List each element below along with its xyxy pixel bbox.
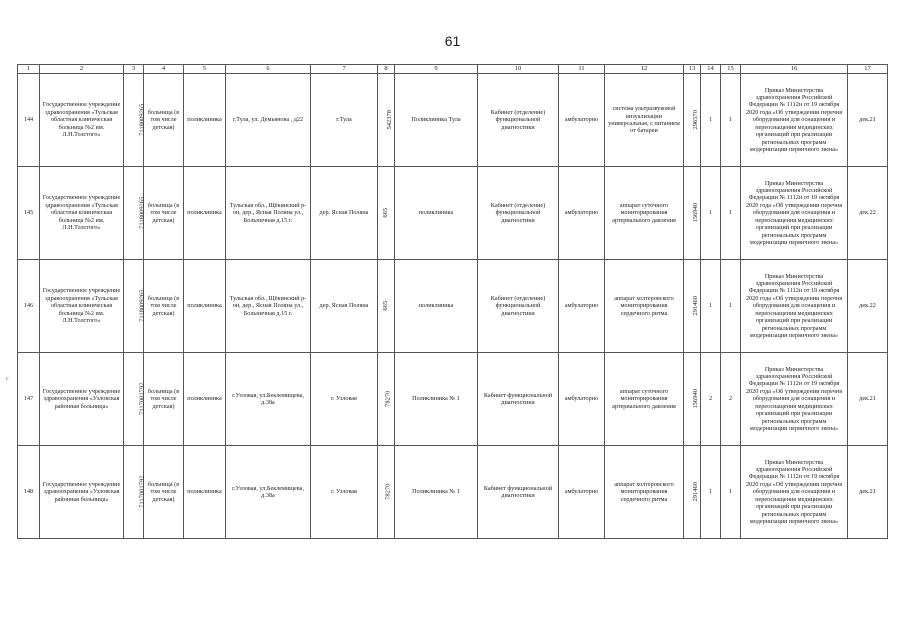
locality-cell: дер. Ясная Поляна (311, 260, 378, 353)
equipment-name-cell: аппарат холтеровского мониторирования сердечного ритма (605, 446, 684, 539)
row-number-cell: 145 (18, 167, 40, 260)
equipment-name-cell: аппарат холтеровского мониторирования сердечного ритма (605, 260, 684, 353)
organization-name-cell: Государственное учреждение здравоохранения «Тульская областная клиническая больница №2 им. Л.Н.Толстого» (40, 167, 124, 260)
unit-type-cell: поликлиника (184, 260, 226, 353)
col-num: 3 (124, 65, 144, 74)
address-cell: г.Узловая, ул.Беклемищева, д.38а (226, 353, 311, 446)
row-number-cell: 148 (18, 446, 40, 539)
care-form-cell: амбулаторно (559, 446, 605, 539)
equipment-code-cell (684, 446, 701, 539)
quantity-total-cell: 1 (721, 446, 741, 539)
oktmo-code-cell (378, 74, 395, 167)
legal-basis-cell: Приказ Министерства здравоохранения Российской Федерации № 1112н от 19 октября 2020 года «Об утверждении перечня оборудования для оснащения и переоснащения медицинских организаций при реализации региональных программ модернизации первичного звена» (741, 446, 848, 539)
quantity-total-cell: 1 (721, 167, 741, 260)
equipment-code-cell (684, 74, 701, 167)
care-form-cell: амбулаторно (559, 260, 605, 353)
row-number-cell: 147 (18, 353, 40, 446)
equipment-code: 156940 (692, 203, 700, 223)
quantity-planned-cell: 1 (701, 446, 721, 539)
address-cell: г.Узловая, ул.Беклемищева, д.38а (226, 446, 311, 539)
col-num: 5 (184, 65, 226, 74)
organization-name-cell: Государственное учреждение здравоохранения «Тульская областная клиническая больница №2 им. Л.Н.Толстого» (40, 74, 124, 167)
oktmo-code: 78270 (384, 390, 392, 408)
deadline-cell: дек.21 (848, 446, 888, 539)
facility-type-cell: больница (в том числе детская) (144, 260, 184, 353)
department-cell: Кабинет (отделение) функциональной диагностики (478, 74, 559, 167)
equipment-code: 291460 (692, 296, 700, 316)
org-code: 7118009265 (138, 289, 146, 323)
locality-cell: дер. Ясная Поляна (311, 167, 378, 260)
legal-basis-cell: Приказ Министерства здравоохранения Российской Федерации № 1112н от 19 октября 2020 года «Об утверждении перечня оборудования для оснащения и переоснащения медицинских организаций при реализации региональных программ модернизации первичного звена» (741, 167, 848, 260)
org-code-cell (124, 74, 144, 167)
unit-type-cell: поликлиника (184, 167, 226, 260)
col-num: 9 (395, 65, 478, 74)
quantity-planned-cell: 1 (701, 74, 721, 167)
table-row (18, 74, 888, 167)
equipment-name-cell: аппарат суточного мониторирования артериального давления (605, 167, 684, 260)
org-code: 7118009265 (138, 103, 146, 137)
subdivision-cell: Поликлиника № 1 (395, 353, 478, 446)
table-row (18, 446, 888, 539)
legal-basis-cell: Приказ Министерства здравоохранения Российской Федерации № 1112н от 19 октября 2020 года «Об утверждении перечня оборудования для оснащения и переоснащения медицинских организаций при реализации региональных программ модернизации первичного звена» (741, 260, 848, 353)
oktmo-code-cell (378, 446, 395, 539)
locality-cell: г.Тула (311, 74, 378, 167)
department-cell: Кабинет (отделение) функциональной диагностики (478, 260, 559, 353)
locality-cell: г. Узловая (311, 446, 378, 539)
care-form-cell: амбулаторно (559, 74, 605, 167)
table-row (18, 353, 888, 446)
oktmo-code-cell (378, 353, 395, 446)
unit-type-cell: поликлиника (184, 353, 226, 446)
quantity-total-cell: 1 (721, 74, 741, 167)
oktmo-code-cell (378, 167, 395, 260)
col-num: 11 (559, 65, 605, 74)
address-cell: Тульская обл., Щёкинский р-он, дер., Ясная Поляна ул., Больничная д.15 г. (226, 167, 311, 260)
equipment-code: 291460 (692, 482, 700, 502)
subdivision-cell: Поликлиника Тула (395, 74, 478, 167)
margin-mark: c (6, 376, 9, 382)
department-cell: Кабинет функциональной диагностики (478, 446, 559, 539)
legal-basis-cell: Приказ Министерства здравоохранения Российской Федерации № 1112н от 19 октября 2020 года «Об утверждении перечня оборудования для оснащения и переоснащения медицинских организаций при реализации региональных программ модернизации первичного звена» (741, 353, 848, 446)
col-num: 2 (40, 65, 124, 74)
table-row (18, 260, 888, 353)
quantity-planned-cell: 1 (701, 260, 721, 353)
equipment-code-cell (684, 353, 701, 446)
org-code-cell (124, 167, 144, 260)
org-code-cell (124, 446, 144, 539)
subdivision-cell: поликлиника (395, 260, 478, 353)
col-num: 17 (848, 65, 888, 74)
org-code-cell (124, 260, 144, 353)
col-num: 7 (311, 65, 378, 74)
facility-type-cell: больница (в том числе детская) (144, 353, 184, 446)
equipment-code-cell (684, 167, 701, 260)
care-form-cell: амбулаторно (559, 167, 605, 260)
equipment-code: 156940 (692, 389, 700, 409)
equipment-code-cell (684, 260, 701, 353)
col-num: 16 (741, 65, 848, 74)
address-cell: Тульская обл., Щёкинский р-он, дер., Ясная Поляна ул., Больничная д.15 г. (226, 260, 311, 353)
deadline-cell: дек.22 (848, 260, 888, 353)
address-cell: г.Тула, ул. Демьянова , д22 (226, 74, 311, 167)
col-num: 14 (701, 65, 721, 74)
quantity-total-cell: 2 (721, 353, 741, 446)
equipment-code: 296570 (692, 110, 700, 130)
facility-type-cell: больница (в том числе детская) (144, 74, 184, 167)
equipment-name-cell: система ультразвуковой визуализации универсальная, с питанием от батареи (605, 74, 684, 167)
col-num: 10 (478, 65, 559, 74)
col-num: 6 (226, 65, 311, 74)
col-num: 15 (721, 65, 741, 74)
page-number: 61 (444, 33, 461, 49)
quantity-planned-cell: 1 (701, 167, 721, 260)
deadline-cell: дек.21 (848, 353, 888, 446)
org-code: 7118009265 (138, 196, 146, 230)
column-number-row (18, 65, 888, 74)
col-num: 8 (378, 65, 395, 74)
organization-name-cell: Государственное учреждение здравоохранения «Тульская областная клиническая больница №2 им. Л.Н.Толстого» (40, 260, 124, 353)
department-cell: Кабинет функциональной диагностики (478, 353, 559, 446)
deadline-cell: дек.22 (848, 167, 888, 260)
organization-name-cell: Государственное учреждение здравоохранения «Узловская районная больница» (40, 353, 124, 446)
care-form-cell: амбулаторно (559, 353, 605, 446)
equipment-name-cell: аппарат суточного мониторирования артериального давления (605, 353, 684, 446)
facility-type-cell: больница (в том числе детская) (144, 446, 184, 539)
equipment-register-table (17, 64, 888, 539)
subdivision-cell: Поликлиника № 1 (395, 446, 478, 539)
col-num: 13 (684, 65, 701, 74)
subdivision-cell: поликлиника (395, 167, 478, 260)
col-num: 12 (605, 65, 684, 74)
facility-type-cell: больница (в том числе детская) (144, 167, 184, 260)
quantity-planned-cell: 2 (701, 353, 721, 446)
quantity-total-cell: 1 (721, 260, 741, 353)
locality-cell: г. Узловая (311, 353, 378, 446)
oktmo-code: 78270 (384, 483, 392, 501)
org-code: 7117001792 (138, 382, 146, 416)
unit-type-cell: поликлиника (184, 446, 226, 539)
oktmo-code: 665 (382, 301, 390, 311)
col-num: 1 (18, 65, 40, 74)
deadline-cell: дек.21 (848, 74, 888, 167)
organization-name-cell: Государственное учреждение здравоохранения «Узловская районная больница» (40, 446, 124, 539)
row-number-cell: 144 (18, 74, 40, 167)
org-code: 7117001792 (138, 475, 146, 509)
department-cell: Кабинет (отделение) функциональной диагностики (478, 167, 559, 260)
table-row (18, 167, 888, 260)
oktmo-code: 665 (382, 208, 390, 218)
oktmo-code: 542378 (386, 110, 394, 130)
org-code-cell (124, 353, 144, 446)
unit-type-cell: поликлиника (184, 74, 226, 167)
row-number-cell: 146 (18, 260, 40, 353)
col-num: 4 (144, 65, 184, 74)
legal-basis-cell: Приказ Министерства здравоохранения Российской Федерации № 1112н от 19 октября 2020 года «Об утверждении перечня оборудования для оснащения и переоснащения медицинских организаций при реализации региональных программ модернизации первичного звена» (741, 74, 848, 167)
oktmo-code-cell (378, 260, 395, 353)
